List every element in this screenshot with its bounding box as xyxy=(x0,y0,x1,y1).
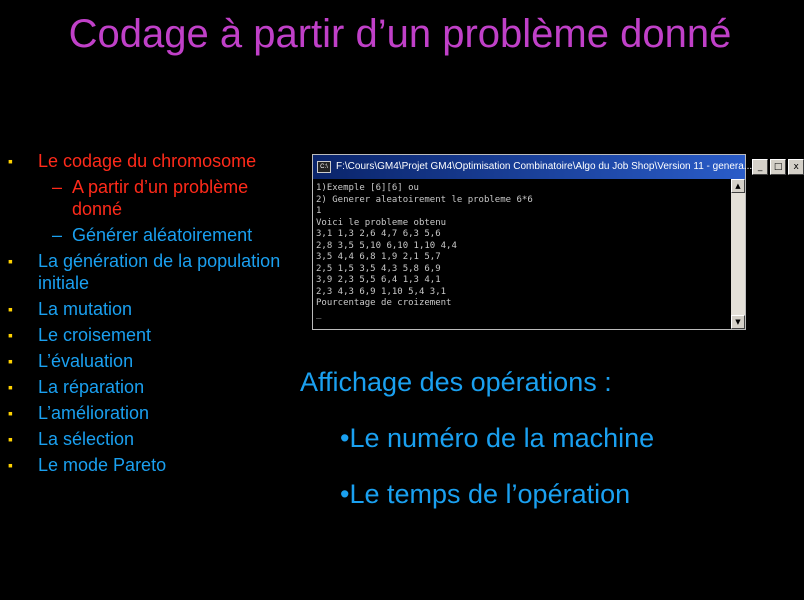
bullet-item-amelioration xyxy=(8,402,298,424)
dash-icon: – xyxy=(52,225,63,245)
bullet-label: La sélection xyxy=(38,429,135,449)
bullet-marker-icon: ▪ xyxy=(8,353,13,369)
bullet-marker-icon: ▪ xyxy=(8,457,13,473)
bullet-label: Le mode Pareto xyxy=(38,455,167,475)
bullet-item-mutation xyxy=(8,298,298,320)
scroll-up-icon: ▲ xyxy=(731,179,745,193)
bullet-label: La réparation xyxy=(38,377,145,397)
bullet-label: La génération de la population initiale xyxy=(38,251,281,293)
bullet-marker-icon: ▪ xyxy=(8,253,13,269)
close-icon: x xyxy=(788,159,804,175)
bullet-list xyxy=(8,150,298,480)
bullet-item-reparation xyxy=(8,376,298,398)
sub-bullet-item-aleatoire xyxy=(8,224,298,246)
bullet-label: Générer aléatoirement xyxy=(72,225,253,245)
slide-title: Codage à partir d’un problème donné xyxy=(68,12,732,56)
maximize-icon: □ xyxy=(770,159,786,175)
minimize-icon: _ xyxy=(752,159,768,175)
console-window-screenshot xyxy=(312,154,799,330)
bullet-item-generation xyxy=(8,250,298,294)
dash-icon: – xyxy=(52,177,63,197)
bullet-label: L’amélioration xyxy=(38,403,150,423)
console-app-icon: C:\ xyxy=(317,161,331,173)
bullet-label: Le croisement xyxy=(38,325,152,345)
bullet-label: La mutation xyxy=(38,299,133,319)
bullet-item-evaluation xyxy=(8,350,298,372)
console-scrollbar xyxy=(731,179,745,329)
bullet-item-croisement xyxy=(8,324,298,346)
console-output: 1)Exemple [6][6] ou 2) Generer aleatoirement le probleme 6*6 1 Voici le probleme obtenu 3,1 1,3 2,6 4,7 6,3 5,6 2,8 3,5 5,10 6,10 1,10 4,4 3,5 4,4 6,8 1,9 2,1 5,7 2,5 1,5 3,5 4,3 5,8 6,9 3,9 2,3 5,5 6,4 1,3 4,1 2,3 4,3 6,9 1,10 5,4 3,1 Pourcentage de croizement _ xyxy=(316,183,533,320)
bullet-marker-icon: ▪ xyxy=(8,379,13,395)
bullet-item-pareto xyxy=(8,454,298,476)
bullet-marker-icon: ▪ xyxy=(8,431,13,447)
bullet-label: A partir d’un problème donné xyxy=(72,177,249,219)
bullet-item-chromosome xyxy=(8,150,298,172)
bullet-marker-icon: ▪ xyxy=(8,327,13,343)
bullet-marker-icon: ▪ xyxy=(8,405,13,421)
console-title: F:\Cours\GM4\Projet GM4\Optimisation Combinatoire\Algo du Job Shop\Version 11 - genera... xyxy=(336,161,753,172)
scroll-down-icon: ▼ xyxy=(731,315,745,329)
operations-item-temps: •Le temps de l’opération xyxy=(340,479,631,509)
bullet-marker-icon: ▪ xyxy=(8,301,13,317)
sub-bullet-item-probleme xyxy=(8,176,298,220)
console-titlebar xyxy=(313,155,799,179)
bullet-marker-icon: ▪ xyxy=(8,153,13,169)
bullet-label: L’évaluation xyxy=(38,351,134,371)
operations-heading: Affichage des opérations : xyxy=(300,367,612,397)
operations-display-block xyxy=(300,362,780,530)
bullet-item-selection xyxy=(8,428,298,450)
bullet-label: Le codage du chromosome xyxy=(38,151,257,171)
operations-item-machine: •Le numéro de la machine xyxy=(340,423,655,453)
